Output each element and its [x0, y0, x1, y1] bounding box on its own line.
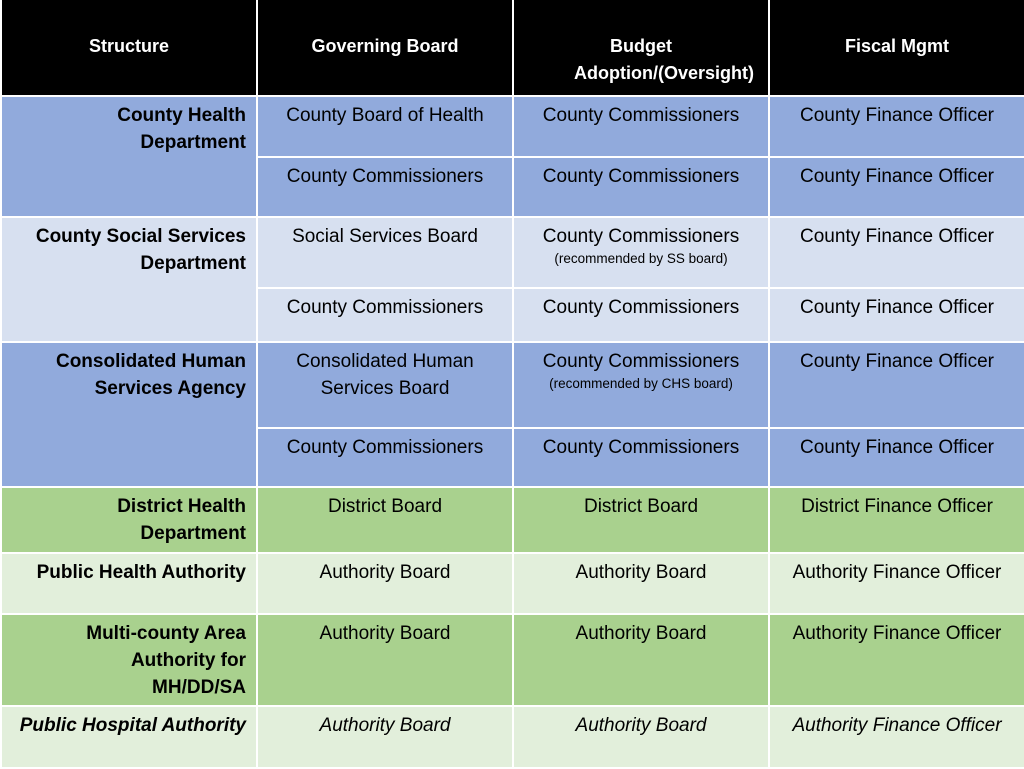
table-row: [1, 217, 1024, 288]
budget-cell: [513, 342, 769, 428]
governing-cell: County Board of Health: [257, 96, 513, 157]
fiscal-cell: Authority Finance Officer: [769, 706, 1024, 768]
governing-cell: District Board: [257, 487, 513, 553]
budget-text: County Commissioners: [542, 226, 740, 247]
header-structure: Structure: [1, 0, 257, 96]
fiscal-cell: County Finance Officer: [769, 288, 1024, 342]
table-row: [1, 96, 1024, 157]
governing-cell: County Commissioners: [257, 428, 513, 487]
governing-cell: Authority Board: [257, 706, 513, 768]
table-row: [1, 706, 1024, 768]
budget-cell: [513, 217, 769, 288]
header-fiscal-mgmt: Fiscal Mgmt: [769, 0, 1024, 96]
budget-cell: District Board: [513, 487, 769, 553]
governing-cell: Social Services Board: [257, 217, 513, 288]
table-row: [1, 342, 1024, 428]
governing-cell: County Commissioners: [257, 288, 513, 342]
budget-text: County Commissioners: [542, 351, 740, 372]
budget-cell: County Commissioners: [513, 288, 769, 342]
fiscal-cell: District Finance Officer: [769, 487, 1024, 553]
header-budget-adoption: Budget Adoption/(Oversight): [513, 0, 769, 96]
fiscal-cell: County Finance Officer: [769, 157, 1024, 217]
table-row: [1, 614, 1024, 706]
structure-cell: District Health Department: [1, 487, 257, 553]
structure-cell: Public Hospital Authority: [1, 706, 257, 768]
budget-cell: Authority Board: [513, 614, 769, 706]
structure-cell: Public Health Authority: [1, 553, 257, 614]
structure-cell: Multi-county Area Authority for MH/DD/SA: [1, 614, 257, 706]
budget-cell: County Commissioners: [513, 157, 769, 217]
fiscal-cell: County Finance Officer: [769, 96, 1024, 157]
budget-note: (recommended by SS board): [554, 251, 728, 266]
table-row: [1, 487, 1024, 553]
table-row: [1, 553, 1024, 614]
fiscal-cell: County Finance Officer: [769, 428, 1024, 487]
governing-cell: County Commissioners: [257, 157, 513, 217]
fiscal-cell: Authority Finance Officer: [769, 553, 1024, 614]
budget-cell: County Commissioners: [513, 428, 769, 487]
structure-cell: County Health Department: [1, 96, 257, 217]
fiscal-cell: County Finance Officer: [769, 217, 1024, 288]
header-row: [1, 0, 1024, 96]
budget-note: (recommended by CHS board): [549, 376, 733, 391]
governing-cell: Authority Board: [257, 614, 513, 706]
fiscal-cell: Authority Finance Officer: [769, 614, 1024, 706]
governing-cell: Authority Board: [257, 553, 513, 614]
governing-cell: Consolidated Human Services Board: [257, 342, 513, 428]
structure-cell: Consolidated Human Services Agency: [1, 342, 257, 487]
structure-cell: County Social Services Department: [1, 217, 257, 342]
budget-cell: County Commissioners: [513, 96, 769, 157]
fiscal-cell: County Finance Officer: [769, 342, 1024, 428]
budget-cell: Authority Board: [513, 553, 769, 614]
budget-cell: Authority Board: [513, 706, 769, 768]
header-governing-board: Governing Board: [257, 0, 513, 96]
